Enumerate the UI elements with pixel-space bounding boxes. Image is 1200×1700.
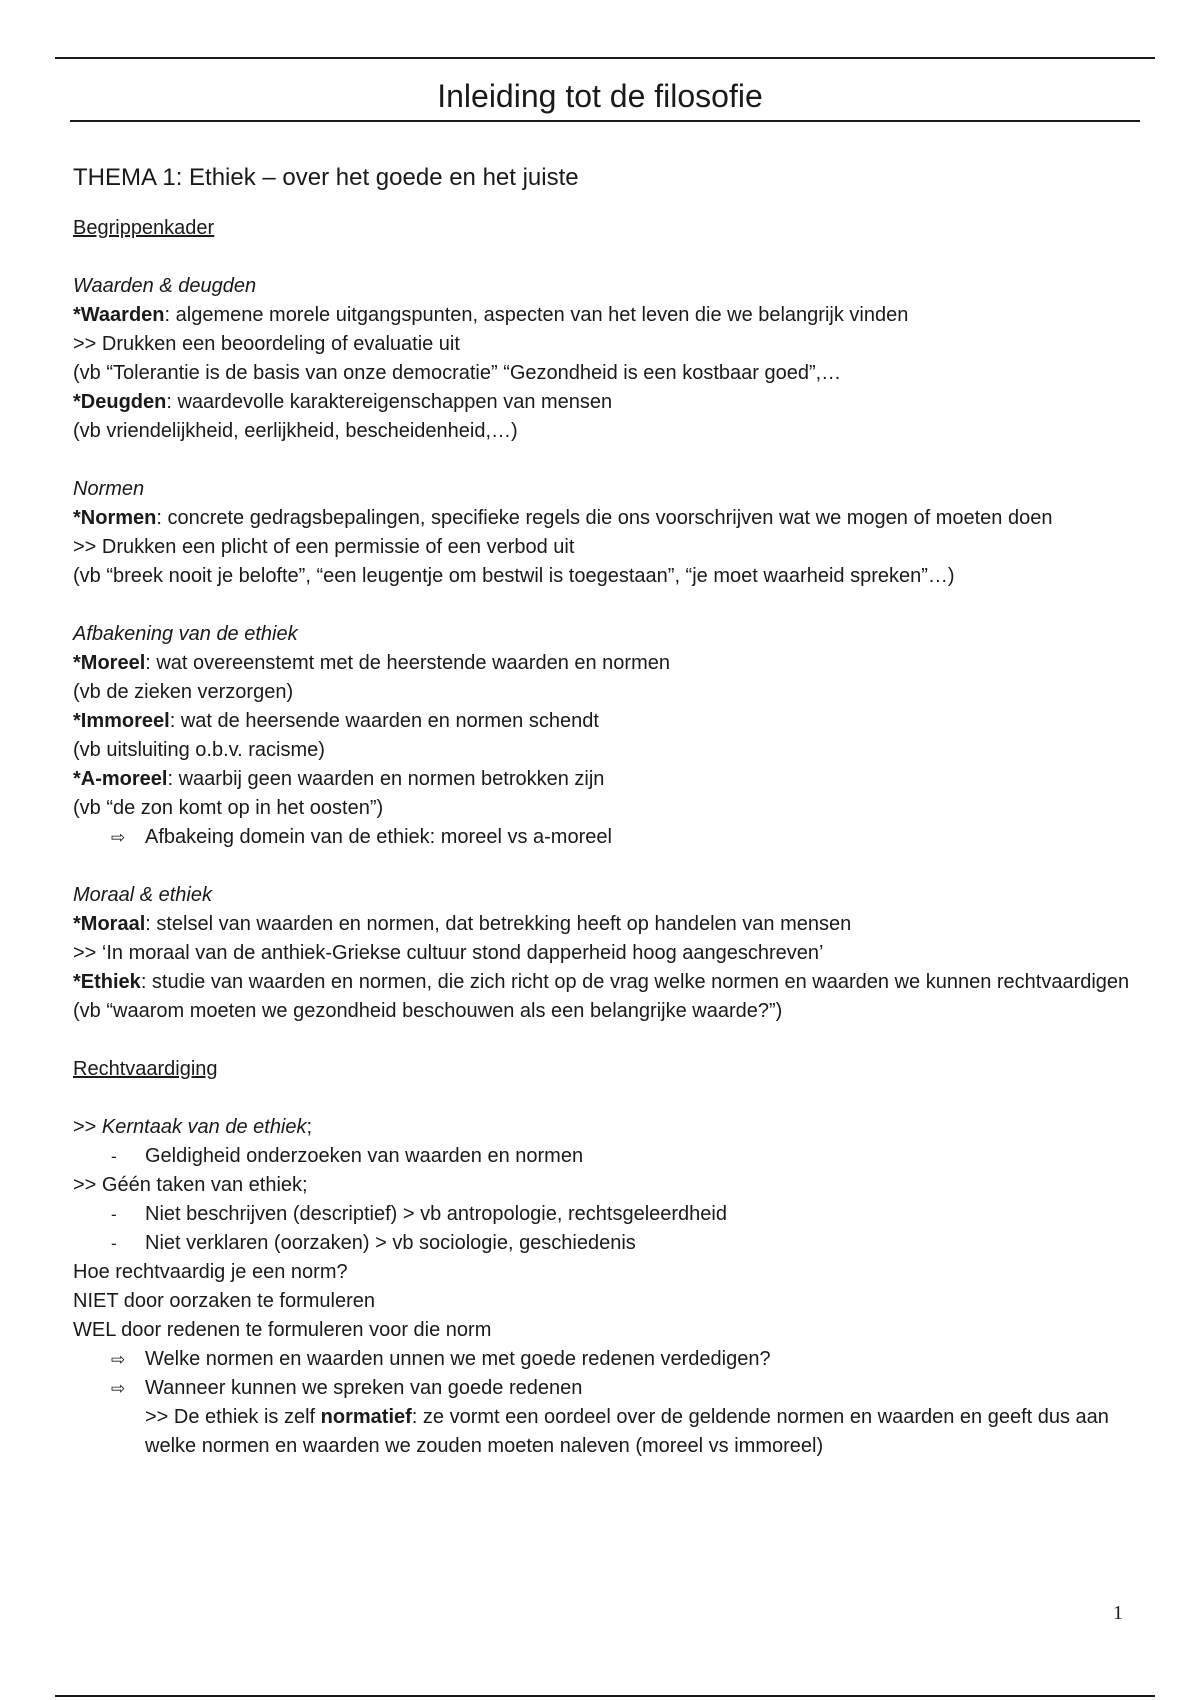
definition-normen: *Normen: concrete gedragsbepalingen, specifieke regels die ons voorschrijven wat we mogen of moeten doen [73,507,1053,529]
question-line: Hoe rechtvaardig je een norm? [73,1261,348,1283]
note-moraal: >> ‘In moraal van de anthiek-Griekse cultuur stond dapperheid hoog aangeschreven’ [73,942,824,964]
arrow-icon: ⇨ [111,1350,126,1369]
subheading-afbakening: Afbakening van de ethiek [73,623,298,645]
definition-amoreel: *A-moreel: waarbij geen waarden en normen betrokken zijn [73,768,605,790]
definition-deugden: *Deugden: waardevolle karaktereigenschappen van mensen [73,391,613,413]
arrow-item-afbakening: ⇨ Afbakeing domein van de ethiek: moreel vs a-moreel [73,823,1153,852]
term-amoreel: *A-moreel [73,768,168,790]
term-deugden: *Deugden [73,391,167,413]
niet-line: NIET door oorzaken te formuleren [73,1290,376,1312]
term-ethiek: *Ethiek [73,971,141,993]
section-heading-rechtvaardiging: Rechtvaardiging [73,1058,218,1080]
page-number: 1 [1113,1602,1123,1624]
definition-immoreel: *Immoreel: wat de heersende waarden en normen schendt [73,710,599,732]
section-heading-begrippenkader: Begrippenkader [73,217,215,239]
arrow-icon: ⇨ [111,828,126,847]
example-moreel: (vb de zieken verzorgen) [73,681,294,703]
example-amoreel: (vb “de zon komt op in het oosten”) [73,797,384,819]
wel-line: WEL door redenen te formuleren voor die norm [73,1319,492,1341]
subheading-moraal-ethiek: Moraal & ethiek [73,884,212,906]
list-item: - Niet beschrijven (descriptief) > vb antropologie, rechtsgeleerdheid [73,1200,1153,1229]
title-underline [70,120,1140,122]
definition-ethiek: *Ethiek: studie van waarden en normen, die zich richt op de vrag welke normen en waarden we kunnen rechtvaardigen [73,971,1130,993]
subheading-waarden-deugden: Waarden & deugden [73,275,257,297]
bottom-rule [55,1695,1155,1697]
arrow-item: ⇨ Welke normen en waarden unnen we met goede redenen verdedigen? [73,1345,1153,1374]
definition-waarden: *Waarden: algemene morele uitgangspunten, aspecten van het leven die we belangrijk vinden [73,304,909,326]
note-normen: >> Drukken een plicht of een permissie of een verbod uit [73,536,575,558]
term-immoreel: *Immoreel [73,710,170,732]
example-deugden: (vb vriendelijkheid, eerlijkheid, bescheidenheid,…) [73,420,518,442]
geen-taken-line: >> Géén taken van ethiek; [73,1174,308,1196]
term-moraal: *Moraal [73,913,146,935]
term-normatief: normatief [320,1406,412,1428]
term-normen: *Normen [73,507,157,529]
list-item: - Niet verklaren (oorzaken) > vb sociologie, geschiedenis [73,1229,1153,1258]
dash-bullet: - [111,1147,117,1166]
term-waarden: *Waarden [73,304,165,326]
example-normen: (vb “breek nooit je belofte”, “een leugentje om bestwil is toegestaan”, “je moet waarheid spreken”…) [73,565,955,587]
theme-heading: THEMA 1: Ethiek – over het goede en het juiste [73,164,579,191]
definition-moreel: *Moreel: wat overeenstemt met de heerstende waarden en normen [73,652,670,674]
dash-bullet: - [111,1205,117,1224]
note-waarden: >> Drukken een beoordeling of evaluatie uit [73,333,460,355]
definition-moraal: *Moraal: stelsel van waarden en normen, dat betrekking heeft op handelen van mensen [73,913,852,935]
document-body [73,162,1153,1461]
top-rule [55,57,1155,59]
normatief-paragraph: >> De ethiek is zelf normatief: ze vormt een oordeel over de geldende normen en waarden en geeft dus aan welke normen en waarden we zouden moeten naleven (moreel vs immoreel) [145,1406,1109,1457]
term-moreel: *Moreel [73,652,146,674]
dash-bullet: - [111,1234,117,1253]
kerntaak-line: >> Kerntaak van de ethiek; [73,1116,313,1138]
arrow-item: ⇨ Wanneer kunnen we spreken van goede redenen [73,1374,1153,1403]
example-immoreel: (vb uitsluiting o.b.v. racisme) [73,739,325,761]
example-waarden: (vb “Tolerantie is de basis van onze democratie” “Gezondheid is een kostbaar goed”,… [73,362,842,384]
example-ethiek: (vb “waarom moeten we gezondheid beschouwen als een belangrijke waarde?”) [73,1000,783,1022]
list-item: - Geldigheid onderzoeken van waarden en normen [73,1142,1153,1171]
arrow-icon: ⇨ [111,1379,126,1398]
page-title: Inleiding tot de filosofie [437,78,763,114]
subheading-normen: Normen [73,478,145,500]
